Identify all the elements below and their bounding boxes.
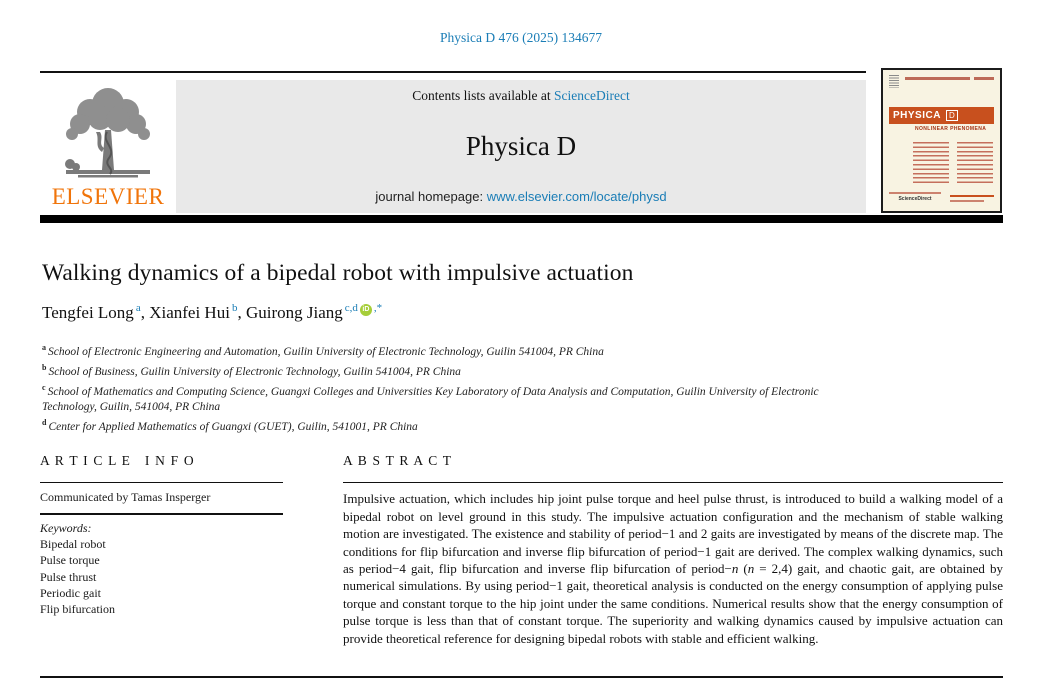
cover-sciencedirect-block: [889, 192, 941, 202]
cover-volume-line: [905, 77, 970, 80]
affiliation-text: School of Electronic Engineering and Automation, Guilin University of Electronic Technology, Guilin 541004, PR China: [48, 345, 604, 358]
cover-issn-line: [974, 77, 994, 80]
top-rule: [40, 71, 866, 73]
keyword-item: Flip bifurcation: [40, 602, 115, 617]
author: [246, 303, 382, 322]
affiliation-superscript: b: [42, 363, 47, 373]
cover-title: PHYSICA: [893, 110, 941, 121]
article-info-column: [40, 453, 283, 618]
abstract-text: [343, 490, 1003, 647]
sciencedirect-link[interactable]: ScienceDirect: [554, 88, 630, 103]
affiliation-text: School of Mathematics and Computing Science, Guangxi Colleges and Universities Key Laboratory of Data Analysis and Computation, Guilin University of Electronic Technology, Guilin, 541004, PR China: [42, 385, 819, 414]
author-line: [42, 302, 382, 323]
cover-top-row: [889, 75, 994, 93]
author-separator: ,: [237, 302, 246, 322]
affiliation-superscript: c: [42, 383, 46, 393]
affiliation-superscript: d: [42, 418, 47, 428]
header-bar: [40, 215, 1003, 223]
homepage-link[interactable]: www.elsevier.com/locate/physd: [486, 189, 667, 204]
elsevier-tree-icon: [56, 82, 160, 182]
affiliation-line: [42, 340, 837, 360]
elsevier-logo: [40, 80, 176, 213]
journal-ref: Physica D 476 (2025) 134677: [440, 30, 602, 45]
abstract-segment: Impulsive actuation, which includes hip joint pulse torque and heel pulse thrust, is introduced to build a walking model of a bipedal robot on level ground in this study. The impulsive actuation configuration and the mechanism of stable walking motion are investigated. The existence and stability of period−1 and 2 gaits are investigated by means of the discrete map. The conditions for flip bifurcation and inverse flip bifurcation of period−1 gait are derived. The complex walking dynamics, such as period−4 gait, flip bifurcation and inverse flip bifurcation of period−: [343, 491, 1003, 577]
author-affiliation-superscript: a: [135, 302, 141, 314]
author: [149, 303, 246, 322]
cover-sciencedirect-label: ScienceDirect: [898, 196, 932, 202]
cover-subtitle: NONLINEAR PHENOMENA: [915, 126, 987, 132]
affiliation-line: [42, 415, 837, 435]
affiliation-line: [42, 360, 837, 380]
info-divider: [40, 482, 283, 483]
article-title: Walking dynamics of a bipedal robot with impulsive actuation: [42, 260, 634, 286]
corresponding-author-superscript: ,*: [373, 302, 383, 314]
bottom-rule: [40, 676, 1003, 678]
cover-editor-column: [957, 142, 993, 186]
elsevier-wordmark: ELSEVIER: [51, 184, 165, 209]
keywords-label: Keywords:: [40, 520, 92, 535]
author-separator: ,: [140, 302, 150, 322]
abstract-column: [343, 453, 1003, 647]
cover-bottom-row: [889, 192, 994, 202]
keyword-item: Pulse thrust: [40, 569, 97, 584]
communicated-by: Communicated by Tamas Insperger: [40, 490, 211, 505]
abstract-segment: (: [738, 561, 748, 577]
cover-tree-mark-icon: [889, 75, 899, 88]
author-name: Xianfei Hui: [149, 302, 230, 322]
affiliation-superscript: a: [42, 343, 46, 352]
affiliation-text: School of Business, Guilin University of Electronic Technology, Guilin 541004, PR China: [48, 365, 461, 378]
orcid-icon[interactable]: iD: [360, 304, 372, 316]
header-banner: [176, 80, 866, 213]
author-name: Tengfei Long: [42, 302, 134, 322]
affiliation-text: Center for Applied Mathematics of Guangxi (GUET), Guilin, 541001, PR China: [48, 421, 418, 434]
abstract-segment-italic: n: [731, 561, 739, 577]
author: [42, 303, 149, 322]
contents-line: [176, 88, 866, 104]
cover-editor-columns: [913, 142, 994, 186]
article-info-heading: A R T I C L E I N F O: [40, 453, 195, 468]
info-divider: [40, 513, 283, 514]
author-affiliation-superscript: b: [231, 302, 238, 314]
cover-orange-rule: [950, 195, 994, 197]
homepage-prefix: journal homepage:: [375, 189, 487, 204]
contents-prefix: Contents lists available at: [412, 88, 554, 103]
journal-title: Physica D: [465, 131, 577, 161]
abstract-segment-italic: n: [747, 561, 755, 577]
homepage-line: [176, 189, 866, 204]
cover-editor-column: [913, 142, 949, 186]
affiliations: [42, 340, 837, 435]
cover-url-line: [950, 200, 984, 202]
journal-cover-thumbnail: [881, 68, 1002, 213]
author-affiliation-superscript: c,d: [344, 302, 358, 314]
keyword-item: Periodic gait: [40, 586, 101, 600]
keyword-item: Pulse torque: [40, 553, 100, 568]
affiliation-line: [42, 380, 837, 415]
keyword-item: Bipedal robot: [40, 536, 106, 551]
abstract-divider: [343, 482, 1003, 483]
abstract-segment: = 2,4) gait, and chaotic gait, are obtained by numerical simulations. By using period−1 gait, theoretical analysis is conducted on the energy consumption of applying pulse torque and constant torque to the hip joint under the same conditions. Numerical results show that the energy consumption of pulse torque is less than that of constant torque. The superiority and walking dynamics caused by impulsive actuation can provide theoretical reference for designing bipedal robots with stable and efficient walking.: [343, 561, 1003, 646]
author-name: Guirong Jiang: [245, 302, 343, 322]
cover-availability-line: [889, 192, 941, 194]
cover-url-block: [950, 195, 994, 202]
abstract-heading: A B S T R A C T: [343, 453, 453, 468]
cover-letter: D: [946, 110, 958, 121]
cover-title-band: [889, 107, 994, 124]
